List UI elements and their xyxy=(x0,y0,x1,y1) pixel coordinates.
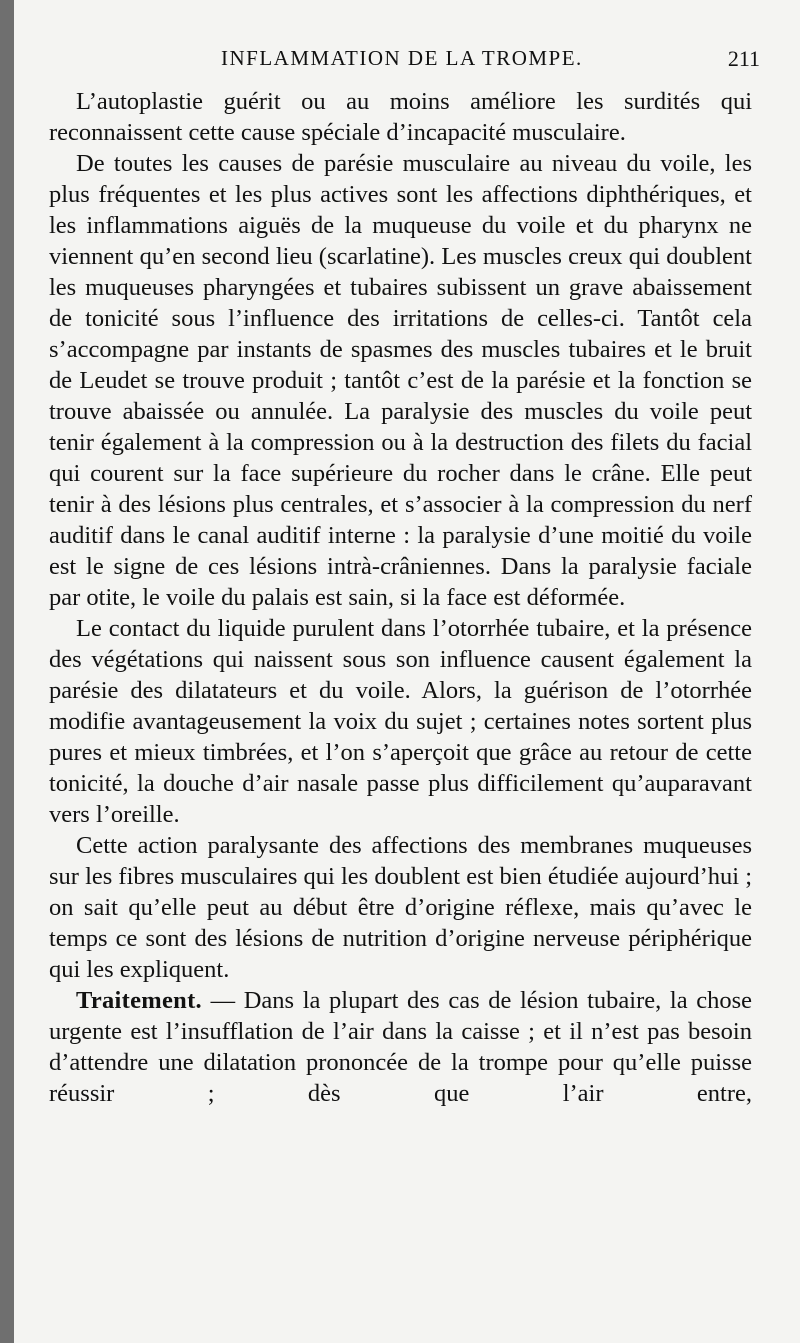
body-text xyxy=(49,86,752,1109)
paragraph-otorrhee: Le contact du liquide purulent dans l’otorrhée tubaire, et la présence des végétations qui naissent sous son influence causent également la parésie des dilatateurs et du voile. Alors, la guérison de l’otorrhée modifie avantageusement la voix du sujet ; certaines notes sortent plus pures et mieux timbrées, et l’on s’aperçoit que grâce au retour de cette tonicité, la douche d’air nasale passe plus difficilement qu’auparavant vers l’oreille. xyxy=(49,615,752,828)
paragraph-paresie-musculaire: De toutes les causes de parésie musculaire au niveau du voile, les plus fréquentes et les plus actives sont les affections diphthériques, et les inflammations aiguës de la muqueuse du voile et du pharynx ne viennent qu’en second lieu (scarlatine). Les muscles creux qui doublent les muqueuses pharyngées et tubaires subissent un grave abaissement de tonicité sous l’influence des irritations de celles-ci. Tantôt cela s’accompagne par instants de spasmes des muscles tubaires et le bruit de Leudet se trouve produit ; tantôt c’est de la parésie et la fonction se trouve abaissée ou annulée. La paralysie des muscles du voile peut tenir également à la compression ou à la destruction des filets du facial qui courent sur la face supérieure du rocher dans le crâne. Elle peut tenir à des lésions plus centrales, et s’associer à la compression du nerf auditif dans le canal auditif interne : la paralysie d’une moitié du voile est le signe de ces lésions intrà-crâniennes. Dans la paralysie faciale par otite, le voile du palais est sain, si la face est déformée. xyxy=(49,150,752,611)
section-heading-traitement: Traitement. xyxy=(76,987,202,1014)
book-page xyxy=(14,0,800,1343)
paragraph-traitement xyxy=(49,985,752,1109)
page-header xyxy=(14,46,774,76)
paragraph-autoplastie: L’autoplastie guérit ou au moins améliore les surdités qui reconnaissent cette cause spéciale d’incapacité musculaire. xyxy=(49,88,752,146)
paragraph-action-paralysante: Cette action paralysante des affections des membranes muqueuses sur les fibres musculaires qui les doublent est bien étudiée aujourd’hui ; on sait qu’elle peut au début être d’origine réflexe, mais qu’avec le temps ce sont des lésions de nutrition d’origine nerveuse périphérique qui les expliquent. xyxy=(49,832,752,983)
page-number: 211 xyxy=(727,46,760,71)
running-head: INFLAMMATION DE LA TROMPE. xyxy=(221,46,583,70)
paragraph-traitement-text: — Dans la plupart des cas de lésion tubaire, la chose urgente est l’insufflation de l’air dans la caisse ; et il n’est pas besoin d’attendre une dilatation prononcée de la trompe pour qu’elle puisse réussir ; dès que l’air entre, xyxy=(49,987,752,1107)
